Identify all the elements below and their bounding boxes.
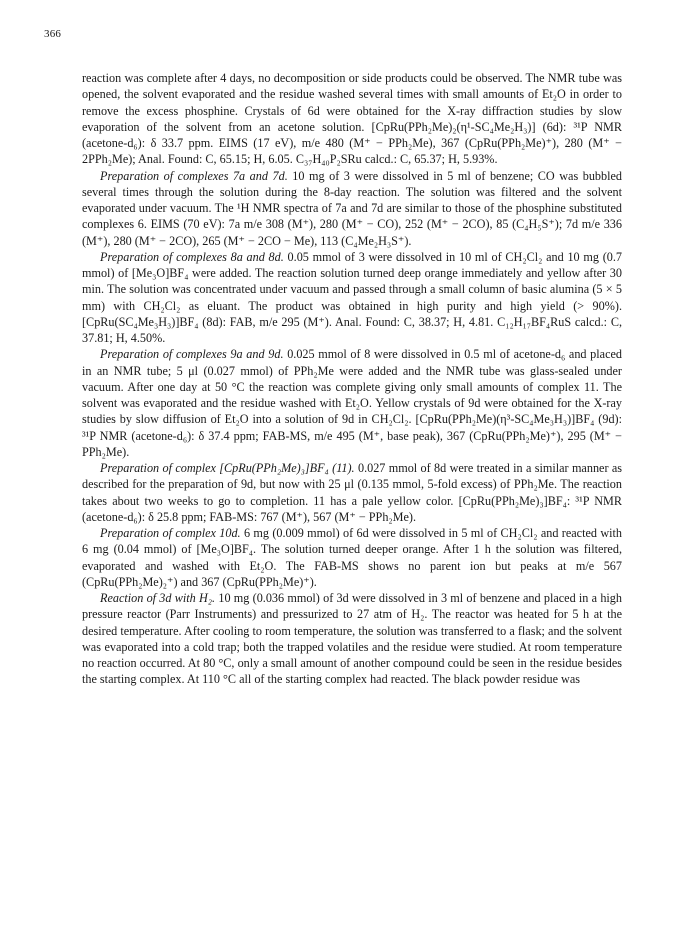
paragraph-3d-h2 (82, 590, 622, 688)
paragraph-9a-9d (82, 346, 622, 460)
section-lead: Preparation of complexes 7a and 7d. (100, 168, 288, 183)
page-number: 366 (44, 28, 62, 40)
paragraph-11 (82, 460, 622, 525)
paragraph-text: 0.025 mmol of 8 were dissolved in 0.5 ml of acetone-d₆ and placed in an NMR tube; 5 μl (0.027 mmol) of PPh₂Me were added and the NMR tube was glass-sealed under vacuum. After one day at 50 °C the reaction was complete giving only small amounts of complex 11. The solvent was evaporated and the residue washed with Et₂O. Yellow crystals of 9d were obtained for the X-ray studies by slow diffusion of Et₂O into a solution of 9d in CH₂Cl₂. [CpRu(PPh₂Me)(η³-SC₄Me₃H₃)]BF₄ (9d): ³¹P NMR (acetone-d₆): δ 37.4 ppm; FAB-MS, m/e 495 (M⁺, base peak), 367 (CpRu(PPh₂Me)⁺), 295 (M⁺ − PPh₂Me). (82, 347, 622, 459)
paragraph-text: 10 mg of 3 were dissolved in 5 ml of benzene; CO was bubbled several times through the solution during the 8-day reaction. The solution was filtered and the solvent evaporated under vacuum. The ¹H NMR spectra of 7a and 7d are similar to those of the phosphine substituted complexes 6. EIMS (70 eV): 7a m/e 308 (M⁺), 280 (M⁺ − CO), 252 (M⁺ − 2CO), 85 (C₄H₅S⁺); 7d m/e 336 (M⁺), 280 (M⁺ − 2CO), 265 (M⁺ − 2CO − Me), 113 (C₄Me₂H₃S⁺). (82, 168, 623, 248)
paragraph-8a-8d (82, 249, 622, 347)
paragraph-6d-workup (82, 70, 622, 168)
section-lead: Reaction of 3d with H₂. (100, 591, 216, 605)
body-text (82, 70, 622, 688)
paragraph-7a-7d (82, 168, 622, 249)
section-lead: Preparation of complex [CpRu(PPh₂Me)₃]BF₄ (11). (100, 461, 355, 475)
paragraph-10d (82, 525, 622, 590)
paragraph-text: reaction was complete after 4 days, no decomposition or side products could be observed. The NMR tube was opened, the solvent evaporated and the residue washed several times with small amounts of Et₂O in order to remove the excess phosphine. Crystals of 6d were obtained for the X-ray diffraction studies by slow evaporation of the solvent from an acetone solution. [CpRu(PPh₂Me)₂(η¹-SC₄Me₂H₃)] (6d): ³¹P NMR (acetone-d₆): δ 33.7 ppm. EIMS (17 eV), m/e 480 (M⁺ − PPh₂Me), 367 (CpRu(PPh₂Me)⁺), 280 (M⁺ − 2PPh₂Me); Anal. Found: C, 65.15; H, 6.05. C₃₇H₄₀P₂SRu calcd.: C, 65.37; H, 5.93%. (82, 71, 622, 167)
section-lead: Preparation of complexes 8a and 8d. (100, 249, 284, 264)
paragraph-text: 6 mg (0.009 mmol) of 6d were dissolved in 5 ml of CH₂Cl₂ and reacted with 6 mg (0.04 mmol) of [Me₃O]BF₄. The solution turned deeper orange. After 1 h the solution was filtered, evaporated and washed with Et₂O. The FAB-MS shows no parent ion but peaks at m/e 567 (CpRu(PPh₂Me)₂⁺) and 367 (CpRu(PPh₂Me)⁺). (82, 526, 622, 589)
section-lead: Preparation of complexes 9a and 9d. (100, 347, 284, 362)
paragraph-text: 10 mg (0.036 mmol) of 3d were dissolved in 3 ml of benzene and placed in a high pressure reactor (Parr Instruments) and pressurized to 27 atm of H₂. The reactor was heated for 5 h at the desired temperature. After cooling to room temperature, the solution was transferred to a flask; and the solvent was evaporated into a cold trap; both the trapped volatiles and the residue were studied. At room temperature no reaction occurred. At 80 °C, only a small amount of another compound could be seen in the residue besides the starting complex. At 110 °C all of the starting complex had reacted. The black powder residue was (82, 591, 622, 687)
paragraph-text: 0.027 mmol of 8d were treated in a similar manner as described for the preparation of 9d, but now with 25 μl (0.135 mmol, 5-fold excess) of PPh₂Me. The reaction takes about two weeks to go to completion. 11 has a pale yellow color. [CpRu(PPh₂Me)₃]BF₄: ³¹P NMR (acetone-d₆): δ 25.8 ppm; FAB-MS: 767 (M⁺), 567 (M⁺ − PPh₂Me). (82, 461, 623, 524)
section-lead: Preparation of complex 10d. (100, 526, 241, 540)
paragraph-text: 0.05 mmol of 3 were dissolved in 10 ml of CH₂Cl₂ and 10 mg (0.7 mmol) of [Me₃O]BF₄ were added. The reaction solution turned deep orange immediately and yellow after 30 min. The solution was concentrated under vacuum and passed through a small column of basic alumina (5 × 5 mm) with CH₂Cl₂ as eluant. The product was obtained in high purity and high yield (> 90%). [CpRu(SC₄Me₃H₃)]BF₄ (8d): FAB, m/e 295 (M⁺). Anal. Found: C, 38.37; H, 4.81. C₁₂H₁₇BF₄RuS calcd.: C, 37.81; H, 4.50%. (82, 249, 622, 345)
